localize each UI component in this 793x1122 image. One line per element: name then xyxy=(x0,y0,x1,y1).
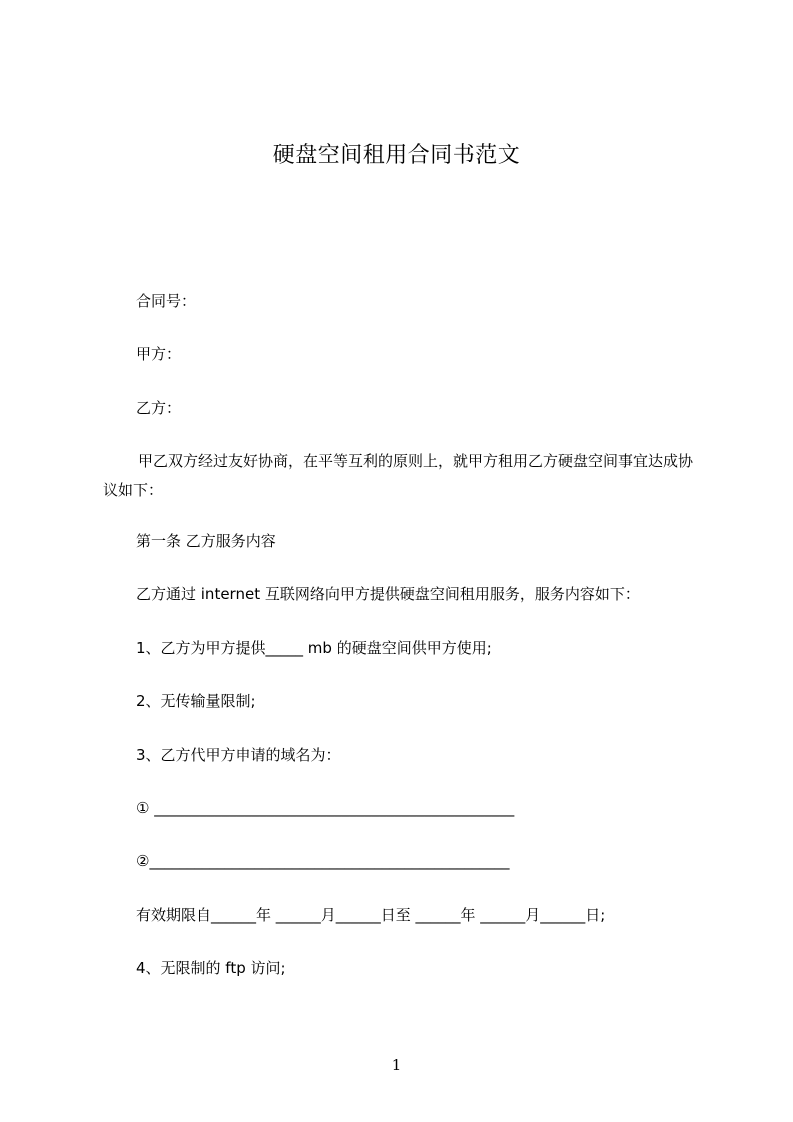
domain-line-2: ②________________________________________________ xyxy=(136,852,510,870)
service-item-3: 3、乙方代甲方申请的域名为： xyxy=(136,746,341,764)
intro-paragraph: 甲乙双方经过友好协商，在平等互利的原则上，就甲方租用乙方硬盘空间事宜达成协议如下： xyxy=(103,452,694,499)
service-intro: 乙方通过 internet 互联网络向甲方提供硬盘空间租用服务，服务内容如下： xyxy=(136,585,640,603)
party-a-label: 甲方： xyxy=(136,345,182,363)
domain-line-1: ① ________________________________________________ xyxy=(136,799,515,817)
contract-number-label: 合同号： xyxy=(136,292,197,310)
service-item-4: 4、无限制的 ftp 访问; xyxy=(136,959,286,977)
validity-period: 有效期限自______年 ______月______日至 ______年 ______月______日; xyxy=(136,906,606,924)
party-b-label: 乙方： xyxy=(136,399,182,417)
article-1-heading: 第一条 乙方服务内容 xyxy=(136,532,276,550)
service-item-2: 2、无传输量限制; xyxy=(136,692,256,710)
page-title: 硬盘空间租用合同书范文 xyxy=(272,143,521,168)
service-item-1: 1、乙方为甲方提供_____ mb 的硬盘空间供甲方使用; xyxy=(136,639,492,657)
page-number: 1 xyxy=(391,1056,402,1074)
